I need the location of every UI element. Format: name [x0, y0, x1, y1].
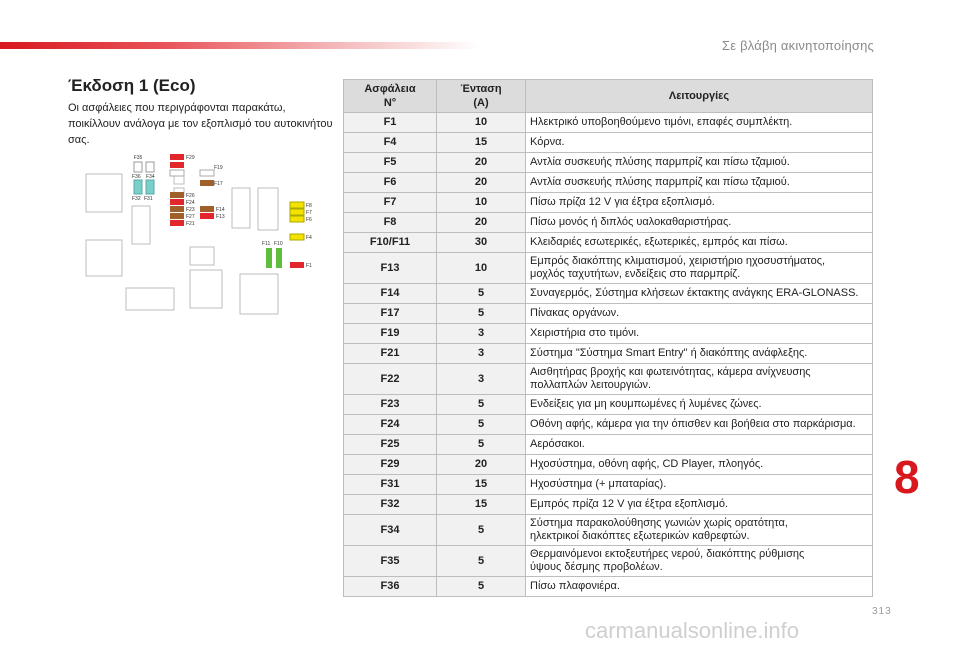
function-line: Θερμαινόμενοι εκτοξευτήρες νερού, διακόπτης ρύθμισης [530, 548, 805, 560]
fuse-label: F11 [262, 241, 271, 247]
fuse-label: F26 [186, 193, 195, 199]
fuse-amperage: 3 [437, 364, 526, 395]
fuse-functions [526, 495, 873, 515]
table-row [344, 475, 873, 495]
fuse-F8 [290, 202, 304, 208]
fuse-amperage: 30 [437, 233, 526, 253]
fuse-label: F36 [132, 174, 141, 180]
fuse-label: F35 [133, 155, 143, 161]
fuse-functions [526, 577, 873, 597]
fuse-amperage: 15 [437, 495, 526, 515]
fuse-amperage: 5 [437, 577, 526, 597]
fuse-number: F10/F11 [344, 233, 437, 253]
function-line: Πίσω μονός ή διπλός υαλοκαθαριστήρας. [530, 216, 732, 228]
fuse-functions [526, 515, 873, 546]
function-line: Αντλία συσκευής πλύσης παρμπρίζ και πίσω τζαμιού. [530, 156, 790, 168]
fuse-functions [526, 233, 873, 253]
fuse-amperage: 5 [437, 515, 526, 546]
function-line: Αερόσακοι. [530, 438, 585, 450]
fuse-functions [526, 455, 873, 475]
table-row [344, 344, 873, 364]
fuse-number: F24 [344, 415, 437, 435]
fuse-label: F6 [306, 217, 312, 223]
table-row [344, 455, 873, 475]
table-row [344, 213, 873, 233]
fuse-label: F7 [306, 210, 312, 216]
table-header-row [344, 80, 873, 113]
chapter-badge: 8 [894, 451, 920, 503]
function-line: Χειριστήρια στο τιμόνι. [530, 327, 640, 339]
fuse-number: F14 [344, 284, 437, 304]
fuse-amperage: 20 [437, 173, 526, 193]
fuse-F36 [134, 180, 142, 194]
fuse-functions [526, 435, 873, 455]
table-row [344, 395, 873, 415]
fuse-functions [526, 324, 873, 344]
fuse-label: F10 [274, 241, 283, 247]
table-row [344, 364, 873, 395]
fuse-number: F31 [344, 475, 437, 495]
fuse-functions [526, 546, 873, 577]
fuse-number: F29 [344, 455, 437, 475]
fuse-functions [526, 173, 873, 193]
fuse-F24 [170, 199, 184, 205]
function-line: Αισθητήρας βροχής και φωτεινότητας, κάμερα ανίχνευσης [530, 366, 811, 378]
fuse-number: F5 [344, 153, 437, 173]
function-line: Ηλεκτρικό υποβοηθούμενο τιμόνι, επαφές συμπλέκτη. [530, 116, 793, 128]
fuse-F27 [170, 213, 184, 219]
fuse-F4 [290, 234, 304, 240]
fuse-F31 [146, 180, 154, 194]
function-line: Πίσω πλαφονιέρα. [530, 580, 620, 592]
fuse-label: F29 [186, 155, 195, 161]
function-line: Κόρνα. [530, 136, 565, 148]
function-line: Ενδείξεις για μη κουμπωμένες ή λυμένες ζώνες. [530, 398, 762, 410]
fuse-F21 [170, 220, 184, 226]
fuse-amperage: 5 [437, 395, 526, 415]
fuse-number: F6 [344, 173, 437, 193]
fuse-F10 [276, 248, 282, 268]
fuse-label: F32 [132, 196, 141, 202]
function-line: Πίσω πρίζα 12 V για έξτρα εξοπλισμό. [530, 196, 715, 208]
fuse-number: F8 [344, 213, 437, 233]
fuse-number: F25 [344, 435, 437, 455]
fuse-label: F8 [306, 203, 312, 209]
fuse-number: F35 [344, 546, 437, 577]
table-row [344, 324, 873, 344]
header-accent-bar [0, 42, 480, 49]
fuse-functions [526, 475, 873, 495]
fuse-functions [526, 153, 873, 173]
fuse-F29 [170, 154, 184, 160]
table-row [344, 284, 873, 304]
fuse-functions [526, 364, 873, 395]
fuse-F23 [170, 206, 184, 212]
fuse-amperage: 5 [437, 435, 526, 455]
fuse-number: F22 [344, 364, 437, 395]
function-line: Ηχοσύστημα, οθόνη αφής, CD Player, πλοηγός. [530, 458, 764, 470]
column-header-amperage: Ένταση (A) [437, 80, 526, 113]
fuse-amperage: 3 [437, 344, 526, 364]
function-line: Αντλία συσκευής πλύσης παρμπρίζ και πίσω τζαμιού. [530, 176, 790, 188]
function-line: Εμπρός πρίζα 12 V για έξτρα εξοπλισμό. [530, 498, 729, 510]
fuse-label: F27 [186, 214, 195, 220]
fuse-number: F36 [344, 577, 437, 597]
fuse-amperage: 5 [437, 546, 526, 577]
function-line: Σύστημα "Σύστημα Smart Entry" ή διακόπτης ανάφλεξης. [530, 347, 808, 359]
fuse-table [343, 79, 873, 597]
fuse-amperage: 5 [437, 304, 526, 324]
fuse-amperage: 10 [437, 113, 526, 133]
table-row [344, 133, 873, 153]
function-line: Εμπρός διακόπτης κλιματισμού, χειριστήριο ηχοσυστήματος, [530, 255, 826, 267]
fuse-number: F32 [344, 495, 437, 515]
section-intro: Οι ασφάλειες που περιγράφονται παρακάτω, ποικίλλουν ανάλογα με τον εξοπλισμό του αυτοκινήτου σας. [68, 102, 333, 146]
table-row [344, 515, 873, 546]
function-line: Σύστημα παρακολούθησης γωνιών χωρίς ορατότητα, [530, 517, 788, 529]
fuse-label: F34 [146, 174, 155, 180]
table-row [344, 253, 873, 284]
fuse-amperage: 3 [437, 324, 526, 344]
column-header-fuse: Ασφάλεια N° [344, 80, 437, 113]
fuse-label: F4 [306, 235, 312, 241]
fuse-functions [526, 415, 873, 435]
column-header-functions: Λειτουργίες [526, 80, 873, 113]
table-row [344, 435, 873, 455]
section-title: Έκδοση 1 (Eco) [68, 76, 196, 95]
fuse-F7 [290, 209, 304, 215]
function-line: Κλειδαριές εσωτερικές, εξωτερικές, εμπρός και πίσω. [530, 236, 788, 248]
fuse-number: F17 [344, 304, 437, 324]
table-row [344, 153, 873, 173]
fuse-F6 [290, 216, 304, 222]
table-row [344, 173, 873, 193]
fuse-label: F1 [306, 263, 312, 269]
table-row [344, 113, 873, 133]
fuse-label: F19 [214, 165, 223, 171]
function-line: Πίνακας οργάνων. [530, 307, 620, 319]
fuse-number: F21 [344, 344, 437, 364]
fuse-functions [526, 304, 873, 324]
table-row [344, 577, 873, 597]
function-line: Ηχοσύστημα (+ μπαταρίας). [530, 478, 667, 490]
table-row [344, 495, 873, 515]
fuse-number: F13 [344, 253, 437, 284]
fuse-amperage: 10 [437, 193, 526, 213]
fuse-amperage: 5 [437, 415, 526, 435]
watermark: carmanualsonline.info [585, 618, 800, 643]
page-number: 313 [872, 606, 892, 617]
table-row [344, 546, 873, 577]
function-line: ηλεκτρικοί διακόπτες εξωτερικών καθρεφτών. [530, 530, 750, 542]
fuse-label: F21 [186, 221, 195, 227]
table-row [344, 233, 873, 253]
fuse-amperage: 5 [437, 284, 526, 304]
fuse-label: F17 [214, 181, 223, 187]
fuse-F17 [200, 180, 214, 186]
fuse-number: F1 [344, 113, 437, 133]
fuse-amperage: 15 [437, 475, 526, 495]
fuse-F14 [200, 206, 214, 212]
fuse-functions [526, 213, 873, 233]
fuse-label: F14 [216, 207, 225, 213]
fuse-F13 [200, 213, 214, 219]
table-row [344, 193, 873, 213]
fuse-functions [526, 344, 873, 364]
fuse-label: F31 [144, 196, 153, 202]
fuse-functions [526, 253, 873, 284]
fuse-number: F34 [344, 515, 437, 546]
function-line: ύψους δέσμης προβολέων. [530, 561, 663, 573]
fuse-F1 [290, 262, 304, 268]
fuse-F26 [170, 192, 184, 198]
fuse-amperage: 10 [437, 253, 526, 284]
function-line: πολλαπλών λειτουργιών. [530, 379, 652, 391]
fuse-amperage: 20 [437, 455, 526, 475]
fuse-F11 [266, 248, 272, 268]
fuse-amperage: 20 [437, 213, 526, 233]
table-row [344, 415, 873, 435]
fuse-number: F7 [344, 193, 437, 213]
fuse-functions [526, 113, 873, 133]
fuse-amperage: 20 [437, 153, 526, 173]
chapter-title: Σε βλάβη ακινητοποίησης [722, 38, 874, 53]
fuse-number: F23 [344, 395, 437, 415]
fuse-label: F23 [186, 207, 195, 213]
fuse-functions [526, 133, 873, 153]
fuse-amperage: 15 [437, 133, 526, 153]
fuse-number: F4 [344, 133, 437, 153]
fuse-labels [132, 155, 312, 269]
fuse-functions [526, 284, 873, 304]
fuse-label: F24 [186, 200, 195, 206]
fuse-functions [526, 395, 873, 415]
fuse-label: F13 [216, 214, 225, 220]
function-line: μοχλός ταχυτήτων, ενδείξεις στο παρμπρίζ. [530, 268, 741, 280]
fuse-box-diagram [80, 148, 320, 323]
function-line: Συναγερμός, Σύστημα κλήσεων έκτακτης ανάγκης ERA-GLONASS. [530, 287, 859, 299]
fuse-F19 [170, 162, 184, 168]
fuse-functions [526, 193, 873, 213]
fuse-number: F19 [344, 324, 437, 344]
table-row [344, 304, 873, 324]
function-line: Οθόνη αφής, κάμερα για την όπισθεν και βοήθεια στο παρκάρισμα. [530, 418, 856, 430]
